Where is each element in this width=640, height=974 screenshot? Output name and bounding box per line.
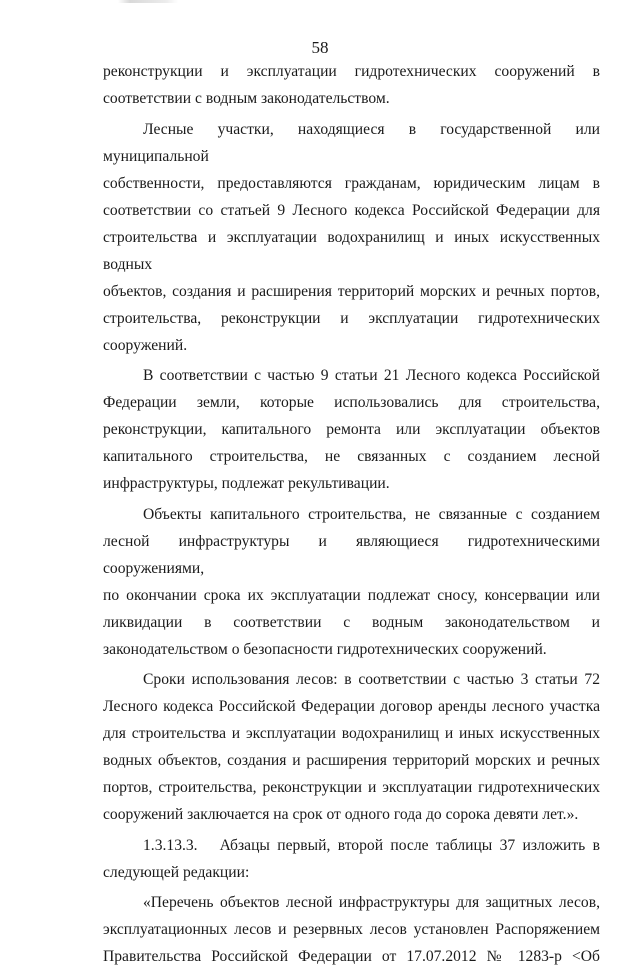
text-line: строительства, реконструкции и эксплуатации гидротехнических [103,309,600,327]
text-line: Сроки использования лесов: в соответствии с частью 3 статьи 72 [143,671,600,688]
text-line: по окончании срока их эксплуатации подлежат сносу, консервации или [103,586,600,604]
paragraph [103,666,600,828]
text-line: лесной инфраструктуры и являющиеся гидротехническими сооружениями, [103,532,600,577]
text-line: эксплуатационных лесов и резервных лесов установлен Распоряжением [103,921,600,938]
text-line: 1.3.13.3. Абзацы первый, второй после таблицы 37 изложить в [143,836,600,854]
text-line: В соответствии с частью 9 статьи 21 Лесного кодекса Российской [143,367,600,384]
text-line: портов, строительства, реконструкции и эксплуатации гидротехнических [103,779,600,796]
text-line: ликвидации в соответствии с водным законодательством и [103,613,600,631]
text-line: реконструкции, капитального ремонта или эксплуатации объектов [103,421,600,438]
text-line: собственности, предоставляются гражданам, юридическим лицам в [103,174,600,192]
paragraph [103,889,600,970]
paragraph [103,58,600,112]
text-line: соответствии с водным законодательством. [103,90,390,107]
text-line: «Перечень объектов лесной инфраструктуры для защитных лесов, [143,894,600,911]
text-line: капитального строительства, не связанных с созданием лесной [103,448,600,465]
document-body [103,58,600,974]
text-line: Федерации земли, которые использовались для строительства, [103,394,600,411]
paragraph [103,832,600,886]
paragraph [103,116,600,359]
text-line: строительства и эксплуатации водохранилищ и иных искусственных водных [103,228,600,273]
text-line: Лесного кодекса Российской Федерации договор аренды лесного участка [103,698,600,715]
paragraph [103,501,600,663]
page-number: 58 [311,38,329,57]
text-line: Объекты капитального строительства, не связанные с созданием [143,505,600,523]
text-line: для строительства и эксплуатации водохранилищ и иных искусственных [103,725,600,742]
text-line: законодательством о безопасности гидротехнических сооружений. [103,640,547,658]
text-line: инфраструктуры, подлежат рекультивации. [103,475,390,492]
text-line: реконструкции и эксплуатации гидротехнических сооружений в [103,63,600,80]
text-line: Лесные участки, находящиеся в государственной или муниципальной [103,120,600,165]
paragraph [103,362,600,497]
text-line: сооружений заключается на срок от одного года до сорока девяти лет.». [103,806,579,823]
text-line: сооружений. [103,336,188,354]
text-line: соответствии со статьей 9 Лесного кодекса Российской Федерации для [103,201,600,219]
text-line: следующей редакции: [103,863,250,881]
text-line: Правительства Российской Федерации от 17.07.2012 № 1283-р <Об [103,948,600,965]
text-line: объектов, создания и расширения территорий морских и речных портов, [103,282,600,300]
scan-artifact [118,0,178,3]
text-line: водных объектов, создания и расширения территорий морских и речных [103,752,600,769]
